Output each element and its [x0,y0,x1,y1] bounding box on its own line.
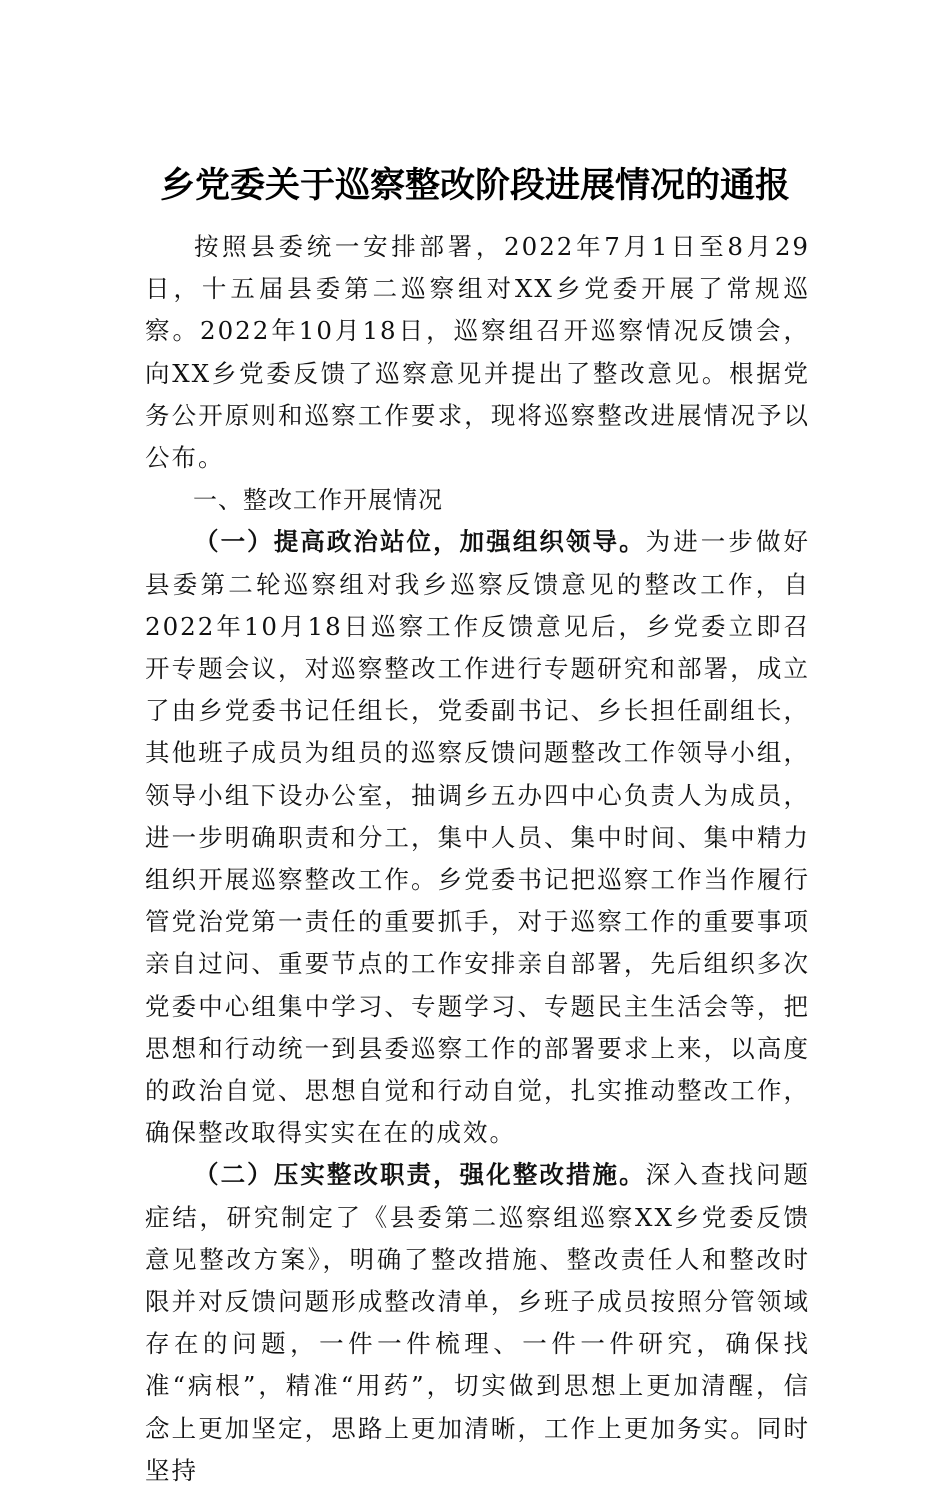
item-1-lead: （一）提高政治站位，加强组织领导。 [194,527,646,557]
document-body [145,226,810,1492]
item-1-body: 为进一步做好县委第二轮巡察组对我乡巡察反馈意见的整改工作，自2022年10月18日巡察工作反馈意见后，乡党委立即召开专题会议，对巡察整改工作进行专题研究和部署，成立了由乡党委书记任组长，党委副书记、乡长担任副组长，其他班子成员为组员的巡察反馈问题整改工作领导小组，领导小组下设办公室，抽调乡五办四中心负责人为成员，进一步明确职责和分工，集中人员、集中时间、集中精力组织开展巡察整改工作。乡党委书记把巡察工作当作履行管党治党第一责任的重要抓手，对于巡察工作的重要事项亲自过问、重要节点的工作安排亲自部署，先后组织多次党委中心组集中学习、专题学习、专题民主生活会等，把思想和行动统一到县委巡察工作的部署要求上来，以高度的政治自觉、思想自觉和行动自觉，扎实推动整改工作，确保整改取得实实在在的成效。 [145,527,811,1148]
item-2-lead: （二）压实整改职责，强化整改措施。 [194,1160,646,1190]
item-2-body: 深入查找问题症结，研究制定了《县委第二巡察组巡察XX乡党委反馈意见整改方案》，明确了整改措施、整改责任人和整改时限并对反馈问题形成整改清单，乡班子成员按照分管领域存在的问题，一件一件梳理、一件一件研究，确保找准“病根”，精准“用药”，切实做到思想上更加清醒，信念上更加坚定，思路上更加清晰，工作上更加务实。同时坚持 [145,1160,811,1485]
paragraph-item-2 [145,1154,810,1492]
section-heading-1: 一、整改工作开展情况 [193,486,443,515]
paragraph-item-1 [145,521,810,1154]
intro-paragraph: 按照县委统一安排部署，2022年7月1日至8月29日，十五届县委第二巡察组对XX乡党委开展了常规巡察。2022年10月18日，巡察组召开巡察情况反馈会，向XX乡党委反馈了巡察意见并提出了整改意见。根据党务公开原则和巡察工作要求，现将巡察整改进展情况予以公布。 [145,232,810,473]
document-title: 乡党委关于巡察整改阶段进展情况的通报 [159,165,790,206]
